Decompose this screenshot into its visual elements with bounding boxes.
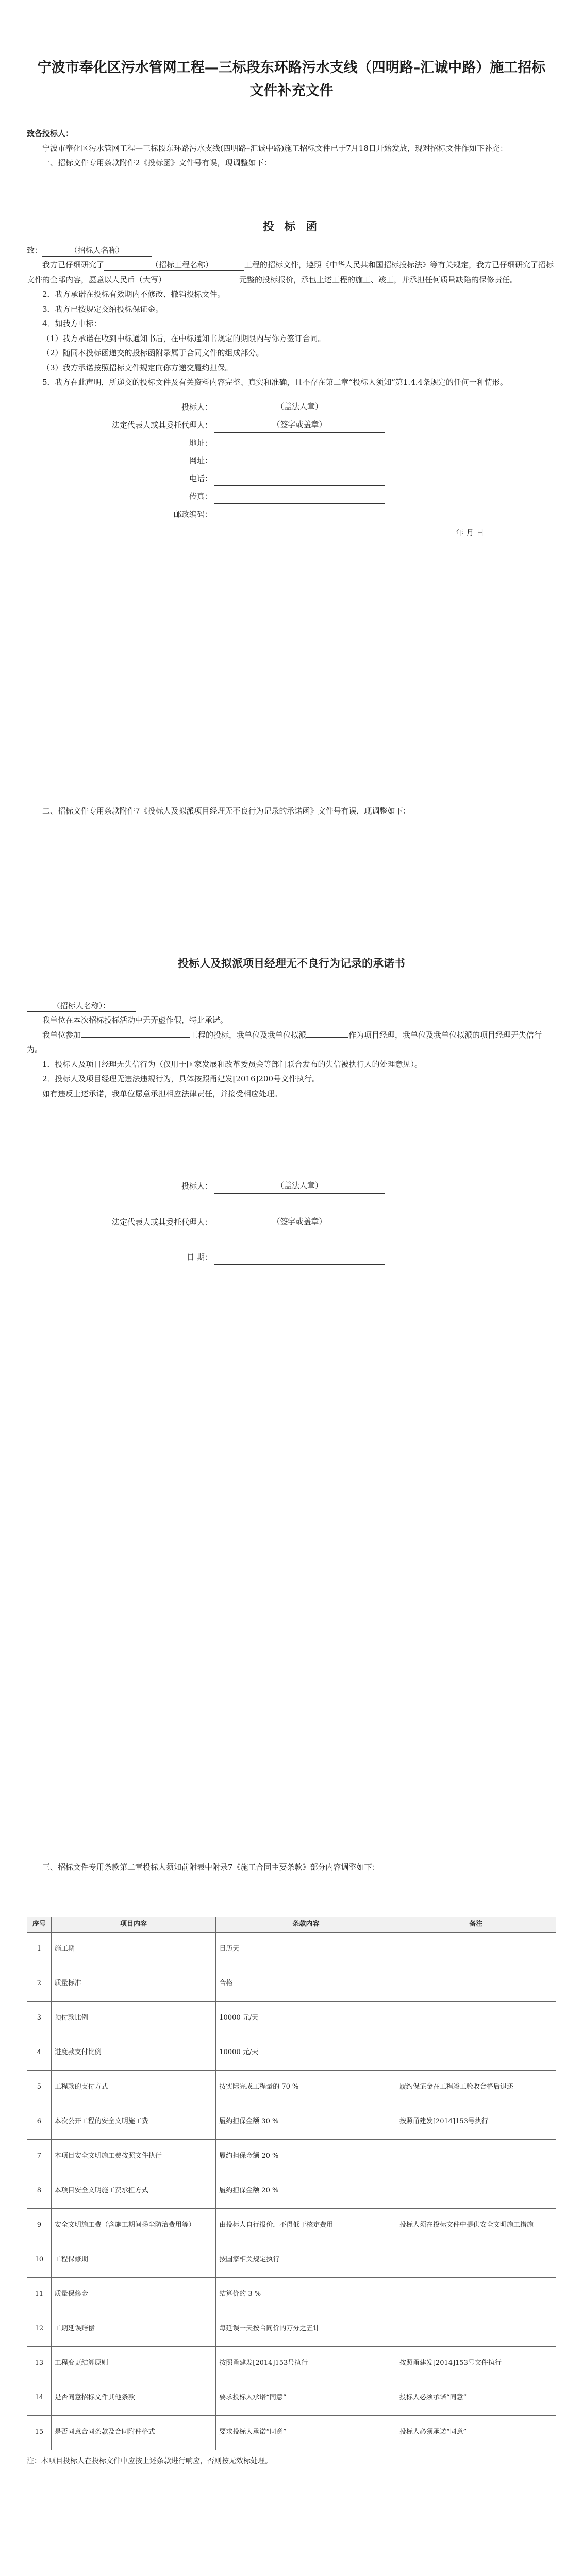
- table-header: 备注: [396, 1917, 556, 1933]
- sign-row: 法定代表人或其委托代理人： （签字或盖章）: [27, 1214, 556, 1230]
- commitment-p4: 2．投标人及项目经理无违法违规行为，具体按照甬建发[2016]200号文件执行。: [42, 1074, 320, 1084]
- sign-row: 日 期：: [27, 1250, 556, 1265]
- table-row: [27, 2036, 556, 2070]
- table-row: [27, 2346, 556, 2381]
- commitment-p2: 我单位参加 工程的投标，我单位及我单位拟派 作为项目经理，我单位及我单位拟派的项目经理无失信行为。: [27, 1030, 542, 1055]
- commitment-p3: 1．投标人及项目经理无失信行为（仅用于国家发展和改革委员会等部门联合发布的失信被执行人的处理意见）。: [42, 1059, 423, 1069]
- item-1: 一、招标文件专用条款附件2《投标函》文件号有误，现调整如下：: [42, 158, 272, 167]
- row-value: 按实际完成工程量的 70 %: [216, 2070, 396, 2105]
- sign-row: 邮政编码：: [27, 507, 556, 522]
- row-value: 结算价的 3 %: [216, 2277, 396, 2312]
- row-number: 4: [27, 2036, 52, 2070]
- table-row: [27, 2277, 556, 2312]
- row-item: 是否同意合同条款及合同附件格式: [51, 2415, 215, 2450]
- row-remark: [396, 2139, 556, 2174]
- tender-letter-para4-3: （3）我方承诺按照招标文件规定向你方递交履约担保。: [42, 363, 233, 372]
- salutation: 致各投标人：: [27, 129, 74, 138]
- row-remark: 按照甬建发[2014]153号文件执行: [396, 2346, 556, 2381]
- intro-paragraph: 宁波市奉化区污水管网工程—三标段东环路污水支线(四明路–汇诚中路)施工招标文件已于7月18日开始发放，现对招标文件作如下补充：: [42, 143, 508, 153]
- item-2: 二、招标文件专用条款附件7《投标人及拟派项目经理无不良行为记录的承诺函》文件号有误，现调整如下：: [42, 806, 411, 816]
- row-number: 14: [27, 2381, 52, 2415]
- table-row: [27, 2070, 556, 2105]
- row-value: 日历天: [216, 1932, 396, 1967]
- commitment-p1: 我单位在本次招标投标活动中无弄虚作假，特此承诺。: [42, 1015, 228, 1025]
- table-row: [27, 2105, 556, 2139]
- sign-row: 法定代表人或其委托代理人： （签字或盖章）: [27, 417, 556, 433]
- tender-letter-para5: 5．我方在此声明，所递交的投标文件及有关资料内容完整、真实和准确，且不存在第二章“投标人须知”第1.4.4条规定的任何一种情形。: [42, 378, 508, 387]
- row-value: 要求投标人承诺“同意”: [216, 2381, 396, 2415]
- row-remark: [396, 2312, 556, 2346]
- table-row: [27, 2001, 556, 2036]
- table-header: 条款内容: [216, 1917, 396, 1933]
- row-number: 7: [27, 2139, 52, 2174]
- row-value: 10000 元/天: [216, 2036, 396, 2070]
- terms-table: [27, 1917, 556, 2450]
- row-item: 预付款比例: [51, 2001, 215, 2036]
- table-body: [27, 1932, 556, 2450]
- row-number: 8: [27, 2174, 52, 2208]
- row-number: 2: [27, 1967, 52, 2001]
- row-remark: [396, 2174, 556, 2208]
- tender-letter-para4: 4．如我方中标：: [42, 319, 102, 329]
- row-value: 履约担保金额 30 %: [216, 2105, 396, 2139]
- commitment-heading: 投标人及拟派项目经理无不良行为记录的承诺书: [178, 957, 405, 970]
- row-item: 安全文明施工费（含施工期间扬尘防治费用等）: [51, 2208, 215, 2243]
- row-item: 质量保修金: [51, 2277, 215, 2312]
- row-value: 按照甬建发[2014]153号执行: [216, 2346, 396, 2381]
- row-item: 是否同意招标文件其他条款: [51, 2381, 215, 2415]
- tender-letter-para3: 3．我方已按规定交纳投标保证金。: [42, 304, 163, 314]
- row-value: 履约担保金额 20 %: [216, 2139, 396, 2174]
- table-row: [27, 2208, 556, 2243]
- tender-letter-signature: [27, 399, 556, 540]
- row-item: 工程保修期: [51, 2243, 215, 2277]
- row-value: 合格: [216, 1967, 396, 2001]
- row-value: 要求投标人承诺“同意”: [216, 2415, 396, 2450]
- row-remark: 履约保证金在工程竣工验收合格后退还: [396, 2070, 556, 2105]
- document-title: 宁波市奉化区污水管网工程—三标段东环路污水支线（四明路–汇诚中路）施工招标文件补充文件: [37, 60, 546, 99]
- row-value: 履约担保金额 20 %: [216, 2174, 396, 2208]
- item-3-section: [27, 1860, 556, 1875]
- tender-letter-to: 致： （招标人名称）: [27, 243, 556, 258]
- row-number: 3: [27, 2001, 52, 2036]
- row-item: 本项目安全文明施工费承担方式: [51, 2174, 215, 2208]
- row-item: 本次公开工程的安全文明施工费: [51, 2105, 215, 2139]
- sign-row: 投标人： （盖法人章）: [27, 399, 556, 415]
- row-item: 工程款的支付方式: [51, 2070, 215, 2105]
- commitment-letter: [27, 953, 556, 1268]
- item-3: 三、招标文件专用条款第二章投标人须知前附表中附录7《施工合同主要条款》部分内容调整如下：: [42, 1862, 380, 1872]
- row-number: 13: [27, 2346, 52, 2381]
- table-row: [27, 2139, 556, 2174]
- table-row: [27, 2312, 556, 2346]
- row-number: 1: [27, 1932, 52, 1967]
- row-value: 按国家相关规定执行: [216, 2243, 396, 2277]
- table-row: [27, 2415, 556, 2450]
- row-remark: [396, 1967, 556, 2001]
- row-number: 10: [27, 2243, 52, 2277]
- table-note: 注：本项目投标人在投标文件中应按上述条款进行响应，否则按无效标处理。: [27, 2456, 272, 2465]
- tender-letter-para1: 我方已仔细研究了 （招标工程名称） 工程的招标文件，遵照《中华人民共和国招标投标法》等有关规定，我方已仔细研究了招标文件的全部内容，愿意以人民币（大写） 元整的投标报价，承包上述工程的施工、竣工，并承担任何质量缺陷的保修责任。: [27, 260, 554, 284]
- row-number: 11: [27, 2277, 52, 2312]
- row-remark: [396, 2001, 556, 2036]
- row-remark: [396, 2036, 556, 2070]
- sign-row: 地址：: [27, 436, 556, 451]
- row-remark: [396, 1932, 556, 1967]
- sign-row: 传真：: [27, 489, 556, 504]
- row-remark: [396, 2277, 556, 2312]
- row-remark: 投标人必须承诺“同意”: [396, 2415, 556, 2450]
- intro-section: [27, 126, 556, 171]
- row-item: 本项目安全文明施工费按照文件执行: [51, 2139, 215, 2174]
- tender-letter-para4-1: （1）我方承诺在收到中标通知书后，在中标通知书规定的期限内与你方签订合同。: [42, 333, 326, 343]
- row-number: 6: [27, 2105, 52, 2139]
- table-header: 序号: [27, 1917, 52, 1933]
- project-blank: [81, 1037, 190, 1038]
- terms-table-wrap: [27, 1917, 556, 2468]
- row-item: 质量标准: [51, 1967, 215, 2001]
- tender-letter-heading: 投 标 函: [262, 220, 321, 233]
- row-remark: 投标人须在投标文件中提供安全文明施工措施: [396, 2208, 556, 2243]
- table-header-row: [27, 1917, 556, 1933]
- tender-letter-para2: 2．我方承诺在投标有效期内不修改、撤销投标文件。: [42, 290, 225, 299]
- sign-row: 网址：: [27, 453, 556, 468]
- tender-letter-para4-2: （2）随同本投标函递交的投标函附录属于合同文件的组成部分。: [42, 348, 264, 358]
- commitment-signature: [27, 1178, 556, 1265]
- manager-blank: [306, 1037, 348, 1038]
- row-remark: [396, 2243, 556, 2277]
- table-row: [27, 1967, 556, 2001]
- row-value: 10000 元/天: [216, 2001, 396, 2036]
- row-item: 施工期: [51, 1932, 215, 1967]
- row-value: 由投标人自行报价，不得低于核定费用: [216, 2208, 396, 2243]
- row-value: 每延误一天按合同价的万分之五计: [216, 2312, 396, 2346]
- row-item: 工期延误赔偿: [51, 2312, 215, 2346]
- table-header: 项目内容: [51, 1917, 215, 1933]
- row-remark: 按照甬建发[2014]153号执行: [396, 2105, 556, 2139]
- sign-row: 投标人： （盖法人章）: [27, 1178, 556, 1194]
- row-remark: 投标人必须承诺“同意”: [396, 2381, 556, 2415]
- commitment-p5: 如有违反上述承诺，我单位愿意承担相应法律责任，并接受相应处理。: [42, 1089, 282, 1098]
- table-row: [27, 2381, 556, 2415]
- row-item: 工程变更结算原则: [51, 2346, 215, 2381]
- row-number: 15: [27, 2415, 52, 2450]
- sign-row: 电话：: [27, 471, 556, 486]
- row-number: 5: [27, 2070, 52, 2105]
- commitment-to: （招标人名称）：: [27, 998, 556, 1013]
- item-2-section: [27, 804, 556, 819]
- tender-letter: [27, 216, 556, 540]
- table-row: [27, 2174, 556, 2208]
- tender-letter-date: 年 月 日: [456, 528, 484, 538]
- table-row: [27, 2243, 556, 2277]
- recipient-blank: （招标人名称）: [42, 245, 152, 257]
- row-number: 12: [27, 2312, 52, 2346]
- project-name-blank: （招标工程名称）: [104, 260, 244, 271]
- table-row: [27, 1932, 556, 1967]
- row-number: 9: [27, 2208, 52, 2243]
- row-item: 进度款支付比例: [51, 2036, 215, 2070]
